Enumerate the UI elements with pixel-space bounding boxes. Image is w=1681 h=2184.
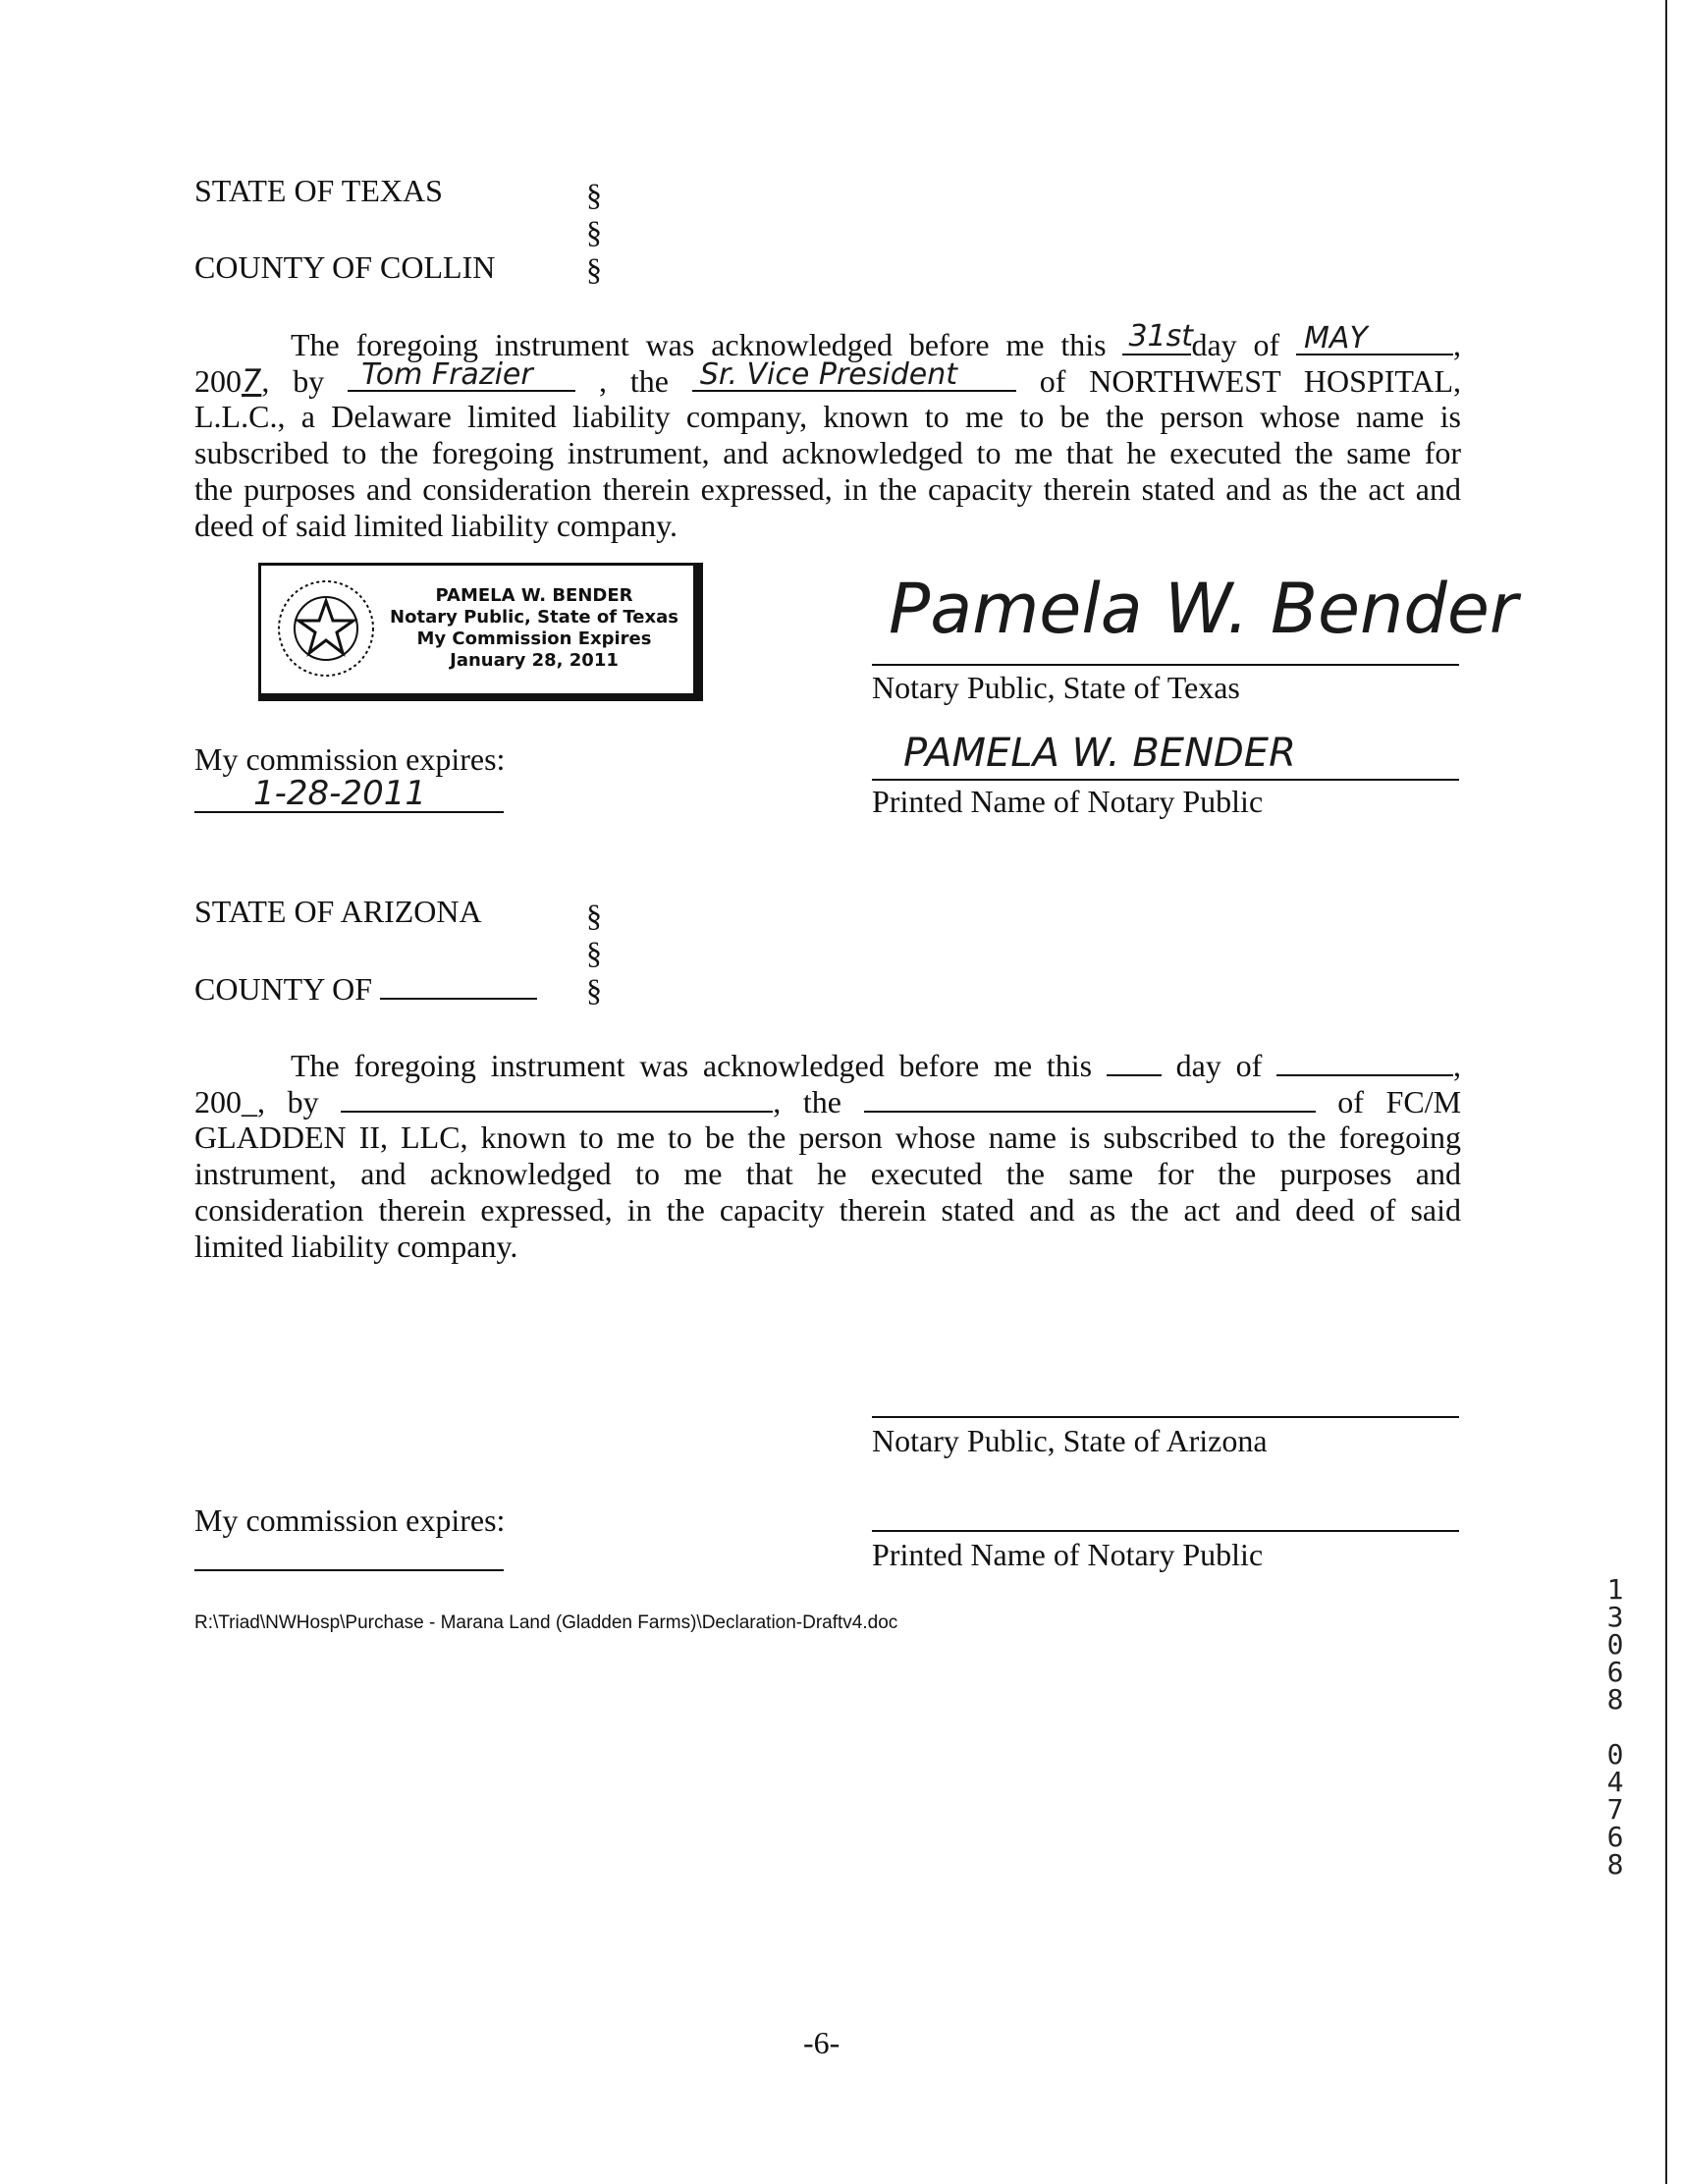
printed-name-line bbox=[872, 779, 1459, 781]
doc-digit: 0 bbox=[1606, 1738, 1624, 1771]
arizona-printed-name-line bbox=[872, 1530, 1459, 1532]
paragraph-line: consideration therein expressed, in the capacity therein stated and as the act and deed of said bbox=[194, 1192, 1461, 1228]
texas-county-heading: COUNTY OF COLLIN bbox=[194, 249, 496, 285]
paragraph-text: , by bbox=[261, 363, 325, 399]
document-number-vertical bbox=[1600, 1573, 1630, 1881]
handwritten-year: 7 bbox=[242, 362, 262, 400]
texas-commission-label: My commission expires: bbox=[194, 741, 506, 777]
handwritten-printed-name: PAMELA W. BENDER bbox=[903, 731, 1296, 776]
texas-notary-label: Notary Public, State of Texas bbox=[872, 670, 1240, 705]
section-mark: § bbox=[586, 972, 602, 1008]
month-field bbox=[1276, 1047, 1453, 1076]
doc-digit: 6 bbox=[1606, 1656, 1624, 1688]
day-field bbox=[1107, 1047, 1162, 1076]
county-field bbox=[380, 970, 537, 1000]
paragraph-text: 200_, by bbox=[194, 1084, 319, 1119]
arizona-commission-label: My commission expires: bbox=[194, 1502, 506, 1538]
title-field bbox=[864, 1083, 1316, 1113]
arizona-notary-label: Notary Public, State of Arizona bbox=[872, 1423, 1268, 1458]
notary-signature: Pamela W. Bender bbox=[889, 569, 1518, 649]
doc-digit: 8 bbox=[1606, 1848, 1624, 1881]
paragraph-text: day of bbox=[1191, 327, 1280, 362]
signature-line bbox=[872, 664, 1459, 666]
paragraph-line: the purposes and consideration therein expressed, in the capacity therein stated and as the act and bbox=[194, 471, 1461, 507]
texas-printed-name-label: Printed Name of Notary Public bbox=[872, 784, 1264, 819]
handwritten-month: MAY bbox=[1304, 321, 1368, 355]
paragraph-text: of NORTHWEST HOSPITAL, bbox=[1039, 363, 1462, 399]
notary-stamp bbox=[258, 563, 703, 701]
arizona-acknowledgment-paragraph bbox=[194, 1047, 1461, 1265]
paragraph-text: The foregoing instrument was acknowledged before me this bbox=[291, 327, 1107, 362]
page-number: -6- bbox=[803, 2025, 840, 2060]
section-mark: § bbox=[586, 214, 602, 249]
county-label: COUNTY OF bbox=[194, 971, 373, 1007]
paragraph-line: limited liability company. bbox=[194, 1228, 518, 1264]
doc-digit-gap bbox=[1600, 1714, 1630, 1741]
stamp-name: PAMELA W. BENDER bbox=[435, 585, 633, 606]
doc-digit: 7 bbox=[1606, 1793, 1624, 1826]
stamp-expires-label: My Commission Expires bbox=[416, 628, 652, 649]
handwritten-title: Sr. Vice President bbox=[699, 357, 957, 392]
handwritten-name: Tom Frazier bbox=[361, 357, 533, 392]
paragraph-line: L.L.C., a Delaware limited liability company, known to me to be the person whose name is bbox=[194, 399, 1461, 434]
doc-digit: 1 bbox=[1606, 1573, 1624, 1606]
paragraph-line bbox=[194, 1083, 1461, 1119]
paragraph-line: subscribed to the foregoing instrument, and acknowledged to me that he executed the same for bbox=[194, 435, 1461, 470]
name-field bbox=[341, 1083, 773, 1113]
arizona-signature-line bbox=[872, 1416, 1459, 1418]
paragraph-text: , the bbox=[598, 363, 669, 399]
paragraph-text: , the bbox=[773, 1084, 842, 1119]
stamp-text bbox=[387, 585, 681, 672]
paragraph-text: day of bbox=[1175, 1048, 1263, 1083]
page-edge-line bbox=[1665, 0, 1681, 2184]
doc-digit: 0 bbox=[1606, 1628, 1624, 1661]
section-mark: § bbox=[586, 251, 602, 287]
paragraph-line: GLADDEN II, LLC, known to me to be the person whose name is subscribed to the foregoing bbox=[194, 1119, 1461, 1155]
stamp-title: Notary Public, State of Texas bbox=[390, 607, 678, 628]
notary-seal-icon bbox=[275, 577, 377, 680]
doc-digit: 8 bbox=[1606, 1683, 1624, 1716]
section-mark: § bbox=[586, 935, 602, 970]
arizona-printed-name-label: Printed Name of Notary Public bbox=[872, 1537, 1264, 1572]
title-field bbox=[692, 357, 1016, 392]
month-field bbox=[1296, 321, 1453, 355]
section-mark: § bbox=[586, 898, 602, 933]
commission-date-line bbox=[194, 811, 504, 813]
paragraph-line: deed of said limited liability company. bbox=[194, 508, 678, 543]
paragraph-line: The foregoing instrument was acknowledged before me this 31st day of MAY , bbox=[194, 326, 1461, 362]
doc-digit: 4 bbox=[1606, 1766, 1624, 1798]
texas-acknowledgment-paragraph bbox=[194, 319, 1462, 544]
handwritten-commission-date: 1-28-2011 bbox=[253, 774, 426, 813]
doc-digit: 3 bbox=[1606, 1601, 1624, 1633]
section-mark: § bbox=[586, 177, 602, 212]
arizona-state-heading: STATE OF ARIZONA bbox=[194, 894, 482, 929]
arizona-county-heading bbox=[194, 970, 537, 1007]
paragraph-line: The foregoing instrument was acknowledged before me this day of , bbox=[194, 1047, 1461, 1083]
paragraph-text: 200 bbox=[194, 363, 242, 399]
name-field bbox=[348, 357, 575, 392]
arizona-commission-date-line bbox=[194, 1569, 504, 1571]
paragraph-line bbox=[194, 357, 1462, 400]
texas-state-heading: STATE OF TEXAS bbox=[194, 173, 443, 208]
doc-digit: 6 bbox=[1606, 1821, 1624, 1853]
handwritten-day: 31st bbox=[1128, 319, 1194, 354]
file-path: R:\Triad\NWHosp\Purchase - Marana Land (Gladden Farms)\Declaration-Draftv4.doc bbox=[194, 1612, 898, 1633]
stamp-expires-date: January 28, 2011 bbox=[450, 650, 619, 671]
paragraph-text: of FC/M bbox=[1337, 1084, 1462, 1119]
day-field bbox=[1122, 319, 1194, 355]
paragraph-text: The foregoing instrument was acknowledged before me this bbox=[291, 1048, 1093, 1083]
paragraph-line: instrument, and acknowledged to me that he executed the same for the purposes and bbox=[194, 1156, 1461, 1191]
